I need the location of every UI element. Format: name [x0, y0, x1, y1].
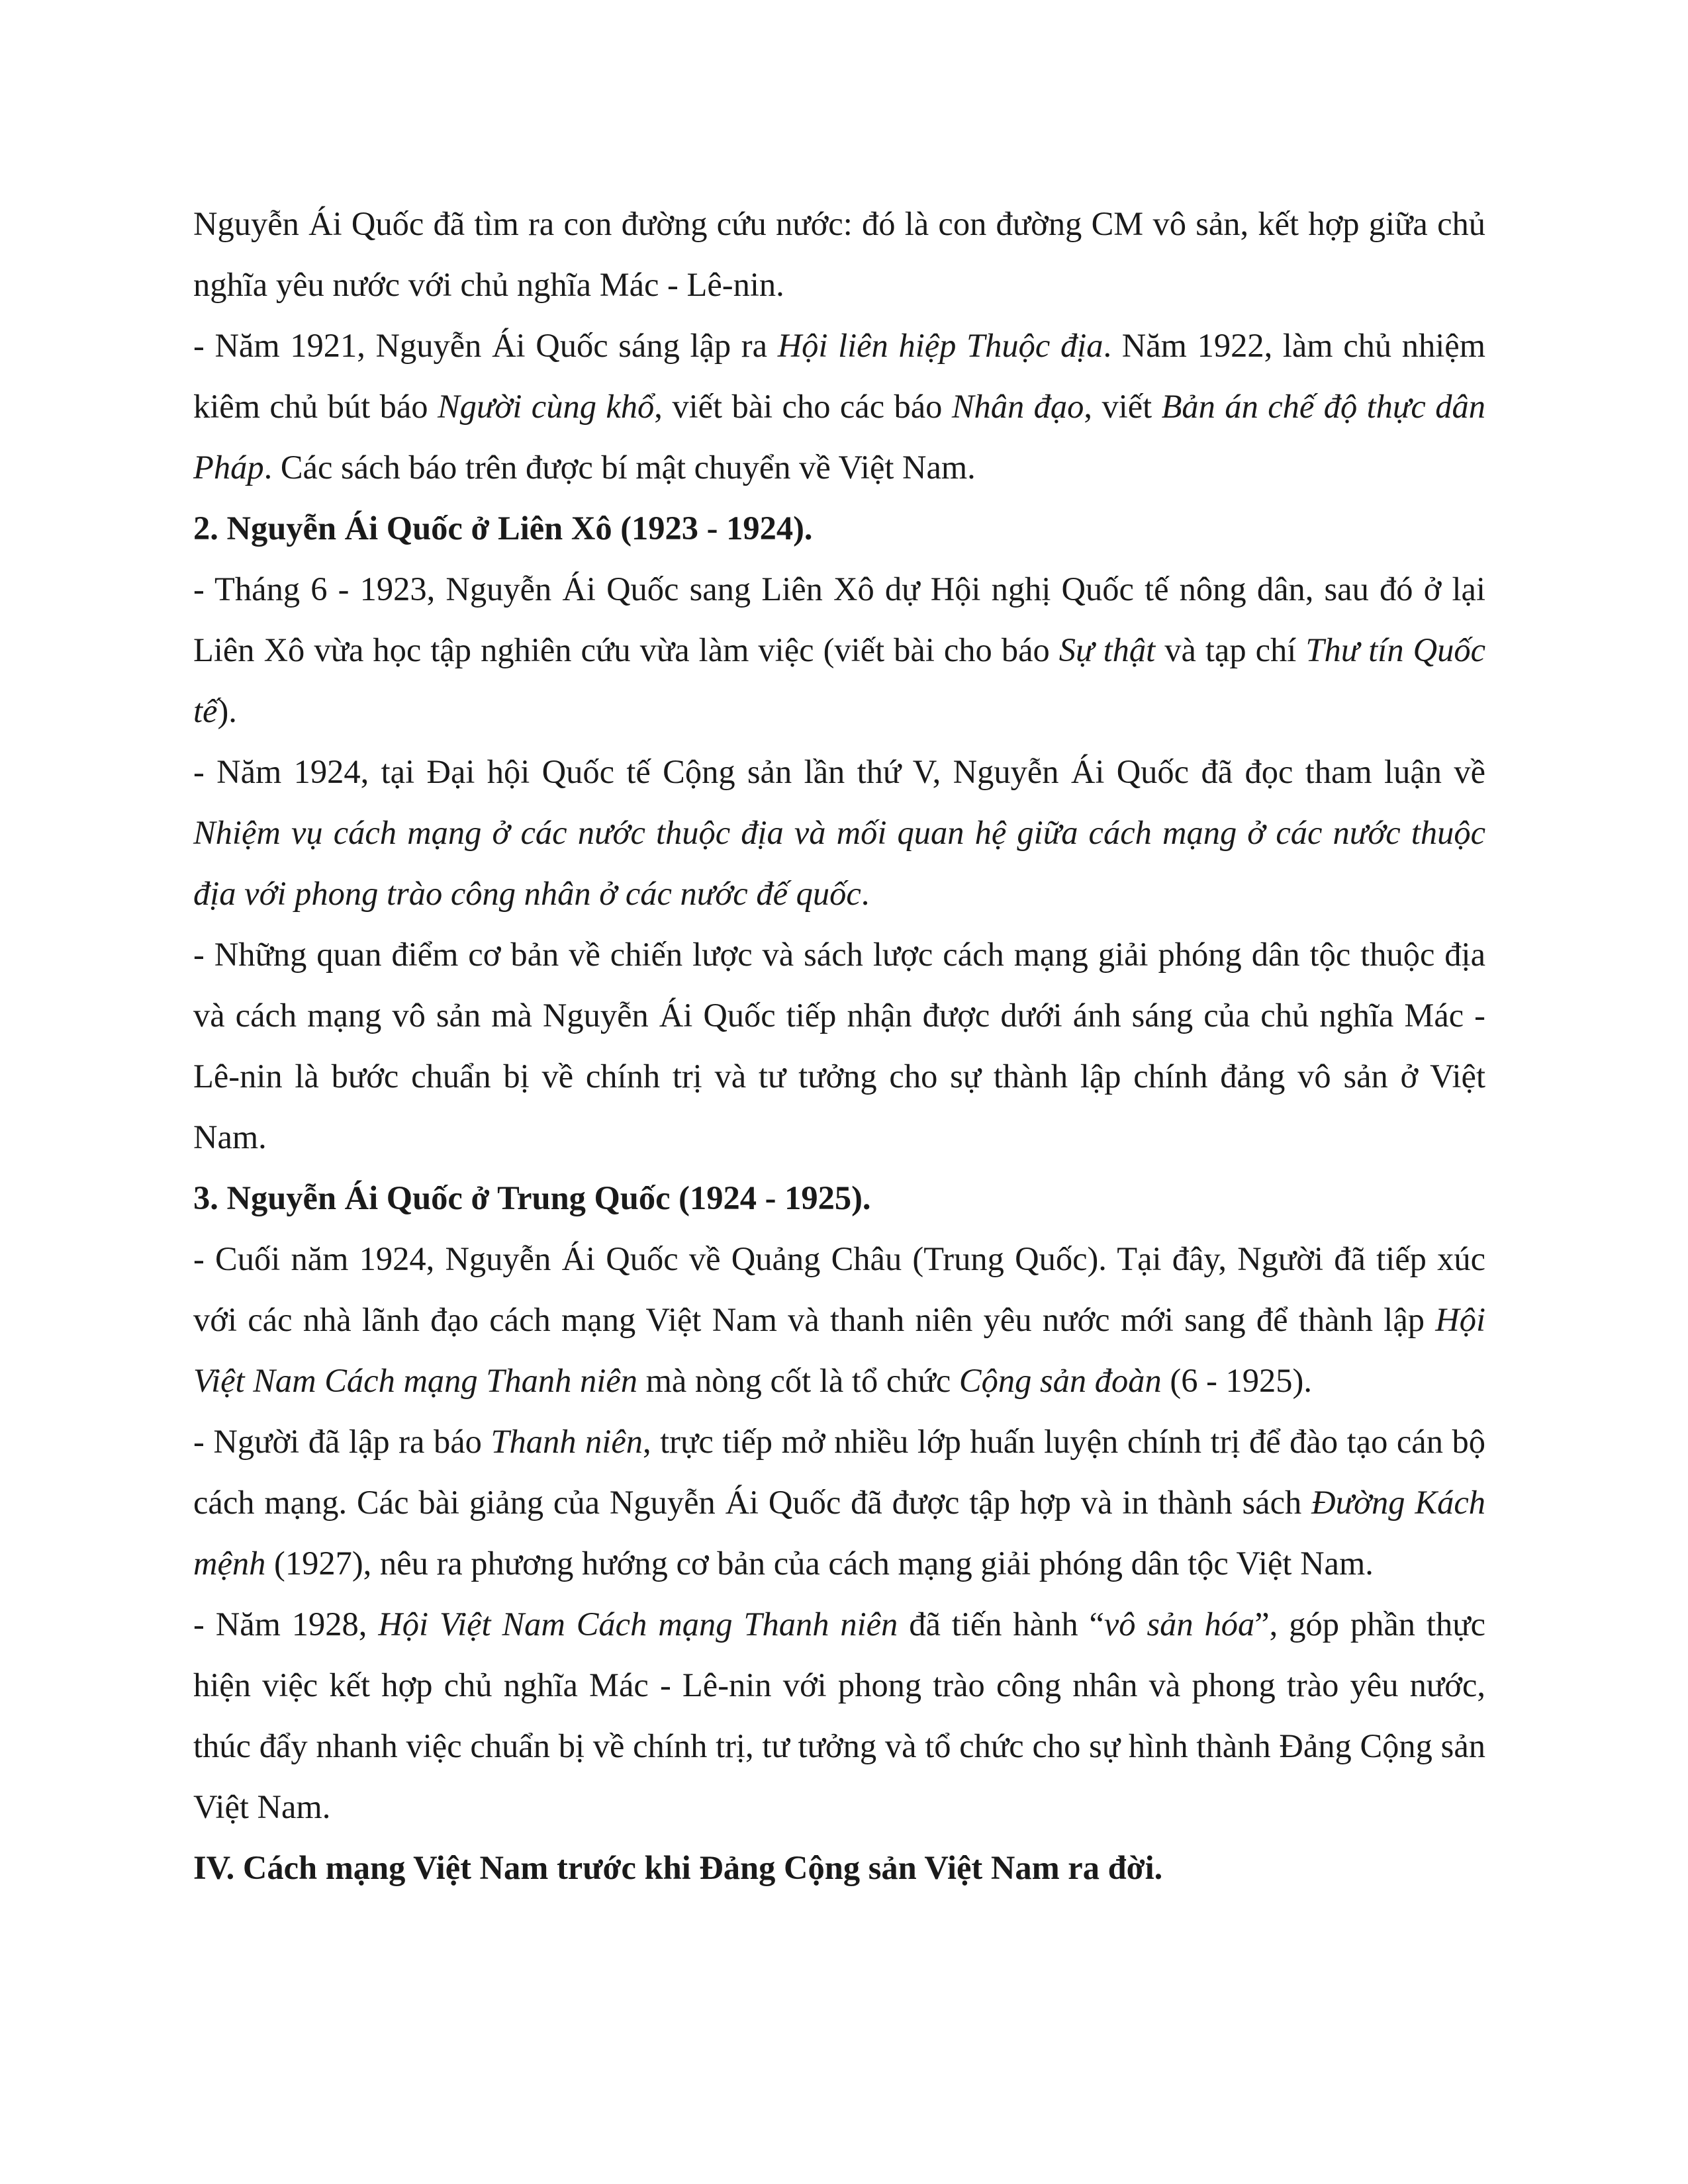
text-segment: Nguyễn Ái Quốc đã tìm ra con đường cứu nước: đó là con đường CM vô sản, kết hợp giữa chủ nghĩa yêu nước với chủ nghĩa Mác - Lê-nin. — [193, 205, 1485, 303]
text-segment: . Các sách báo trên được bí mật chuyển về Việt Nam. — [263, 449, 976, 486]
italic-title-text: Hội Việt Nam Cách mạng Thanh niên — [193, 1301, 1485, 1399]
body-paragraph — [193, 559, 1485, 741]
text-segment: - Cuối năm 1924, Nguyễn Ái Quốc về Quảng Châu (Trung Quốc). Tại đây, Người đã tiếp xúc với các nhà lãnh đạo cách mạng Việt Nam và thanh niên yêu nước mới sang để thành lập — [193, 1240, 1485, 1338]
italic-title-text: Thanh niên — [491, 1423, 643, 1460]
text-segment: - Năm 1924, tại Đại hội Quốc tế Cộng sản lần thứ V, Nguyễn Ái Quốc đã đọc tham luận về — [193, 753, 1485, 790]
body-paragraph — [193, 924, 1485, 1167]
italic-title-text: Hội Việt Nam Cách mạng Thanh niên — [378, 1606, 898, 1643]
text-segment: . Năm 1922, làm chủ nhiệm kiêm chủ bút báo — [193, 327, 1485, 425]
text-segment: - Năm 1928, — [193, 1606, 379, 1643]
body-paragraph — [193, 193, 1485, 315]
text-segment: , trực tiếp mở nhiều lớp huấn luyện chính trị để đào tạo cán bộ cách mạng. Các bài giảng của Nguyễn Ái Quốc đã được tập hợp và in thành sách — [193, 1423, 1485, 1521]
text-segment: mà nòng cốt là tổ chức — [637, 1362, 959, 1399]
text-segment: 3. Nguyễn Ái Quốc ở Trung Quốc (1924 - 1925). — [193, 1179, 871, 1216]
text-segment: ). — [217, 692, 237, 729]
body-paragraph — [193, 1411, 1485, 1594]
italic-title-text: Thư tín Quốc tế — [193, 631, 1485, 729]
italic-title-text: Sự thật — [1058, 631, 1156, 668]
text-segment: đã tiến hành “ — [898, 1606, 1104, 1643]
text-segment: IV. Cách mạng Việt Nam trước khi Đảng Cộng sản Việt Nam ra đời. — [193, 1849, 1163, 1886]
body-paragraph — [193, 1228, 1485, 1411]
italic-title-text: Nhiệm vụ cách mạng ở các nước thuộc địa và mối quan hệ giữa cách mạng ở các nước thuộc địa với phong trào công nhân ở các nước đế quốc — [193, 814, 1485, 912]
text-segment: - Tháng 6 - 1923, Nguyễn Ái Quốc sang Liên Xô dự Hội nghị Quốc tế nông dân, sau đó ở lại Liên Xô vừa học tập nghiên cứu vừa làm việc (viết bài cho báo — [193, 570, 1485, 668]
section-heading — [193, 1167, 1485, 1228]
text-segment: , viết bài cho các báo — [654, 388, 952, 425]
text-segment: ”, góp phần thực hiện việc kết hợp chủ nghĩa Mác - Lê-nin với phong trào công nhân và phong trào yêu nước, thúc đẩy nhanh việc chuẩn bị về chính trị, tư tưởng và tổ chức cho sự hình thành Đảng Cộng sản Việt Nam. — [193, 1606, 1485, 1825]
italic-title-text: Hội liên hiệp Thuộc địa — [777, 327, 1103, 364]
text-segment: - Năm 1921, Nguyễn Ái Quốc sáng lập ra — [193, 327, 778, 364]
italic-title-text: Đường Kách mệnh — [193, 1484, 1485, 1582]
italic-title-text: Người cùng khổ — [437, 388, 655, 425]
italic-title-text: vô sản hóa — [1103, 1606, 1255, 1643]
italic-title-text: Bản án chế độ thực dân Pháp — [193, 388, 1485, 486]
document-page — [193, 193, 1485, 1898]
section-heading — [193, 1837, 1485, 1898]
body-paragraph — [193, 741, 1485, 924]
text-segment: (6 - 1925). — [1161, 1362, 1312, 1399]
section-heading — [193, 498, 1485, 559]
text-segment: - Người đã lập ra báo — [193, 1423, 491, 1460]
text-segment: (1927), nêu ra phương hướng cơ bản của cách mạng giải phóng dân tộc Việt Nam. — [265, 1545, 1374, 1582]
italic-title-text: Nhân đạo — [951, 388, 1084, 425]
text-segment: , viết — [1084, 388, 1162, 425]
body-paragraph — [193, 1594, 1485, 1837]
italic-title-text: Cộng sản đoàn — [959, 1362, 1162, 1399]
text-segment: và tạp chí — [1155, 631, 1306, 668]
text-segment: . — [861, 875, 870, 912]
text-segment: 2. Nguyễn Ái Quốc ở Liên Xô (1923 - 1924). — [193, 510, 813, 547]
text-segment: - Những quan điểm cơ bản về chiến lược và sách lược cách mạng giải phóng dân tộc thuộc địa và cách mạng vô sản mà Nguyễn Ái Quốc tiếp nhận được dưới ánh sáng của chủ nghĩa Mác - Lê-nin là bước chuẩn bị về chính trị và tư tưởng cho sự thành lập chính đảng vô sản ở Việt Nam. — [193, 936, 1485, 1156]
body-paragraph — [193, 315, 1485, 498]
